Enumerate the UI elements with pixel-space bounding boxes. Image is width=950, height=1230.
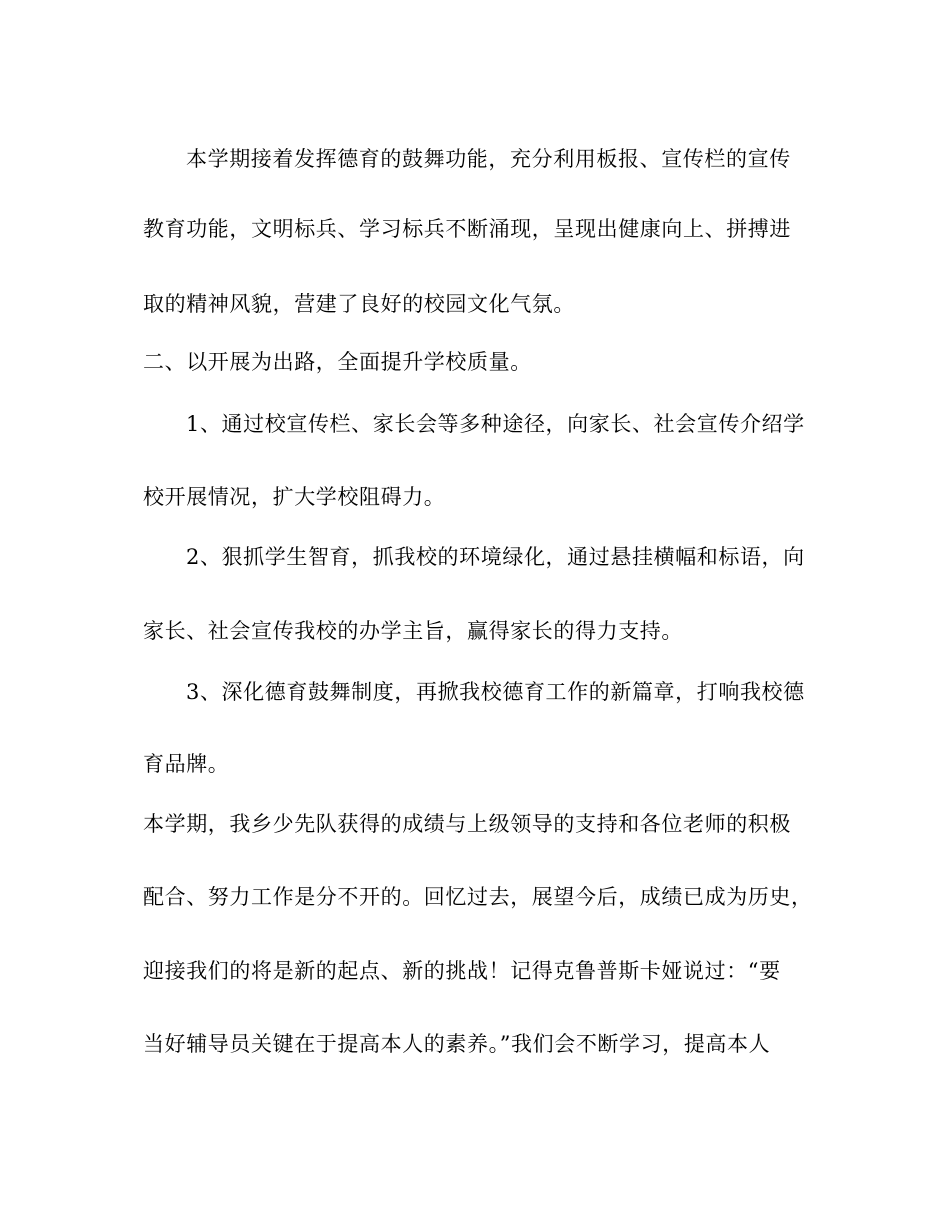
paragraph-line: 当好辅导员关键在于提高本人的素养。”我们会不断学习，提高本人 [143, 1032, 771, 1056]
paragraph-line: 取的精神风貌，营建了良好的校园文化气氛。 [143, 292, 575, 316]
paragraph-line: 3、深化德育鼓舞制度，再掀我校德育工作的新篇章，打响我校德 [186, 680, 805, 704]
paragraph-line: 教育功能，文明标兵、学习标兵不断涌现，呈现出健康向上、拼搏进 [143, 217, 791, 241]
paragraph-line: 配合、努力工作是分不开的。回忆过去，展望今后，成绩已成为历史， [143, 885, 813, 909]
section-heading: 二、以开展为出路，全面提升学校质量。 [143, 350, 532, 374]
paragraph-line: 家长、社会宣传我校的办学主旨，赢得家长的得力支持。 [143, 619, 683, 643]
paragraph-line: 校开展情况，扩大学校阻碍力。 [143, 485, 446, 509]
paragraph-line: 本学期接着发挥德育的鼓舞功能，充分利用板报、宣传栏的宣传 [186, 147, 791, 171]
paragraph-line: 1、通过校宣传栏、家长会等多种途径，向家长、社会宣传介绍学 [186, 412, 805, 436]
paragraph-line: 2、狠抓学生智育，抓我校的环境绿化，通过悬挂横幅和标语，向 [186, 545, 805, 569]
paragraph-line: 本学期，我乡少先队获得的成绩与上级领导的支持和各位老师的积极 [143, 812, 791, 836]
paragraph-line: 育品牌。 [143, 752, 230, 776]
paragraph-line: 迎接我们的将是新的起点、新的挑战！记得克鲁普斯卡娅说过：“要 [143, 959, 781, 983]
